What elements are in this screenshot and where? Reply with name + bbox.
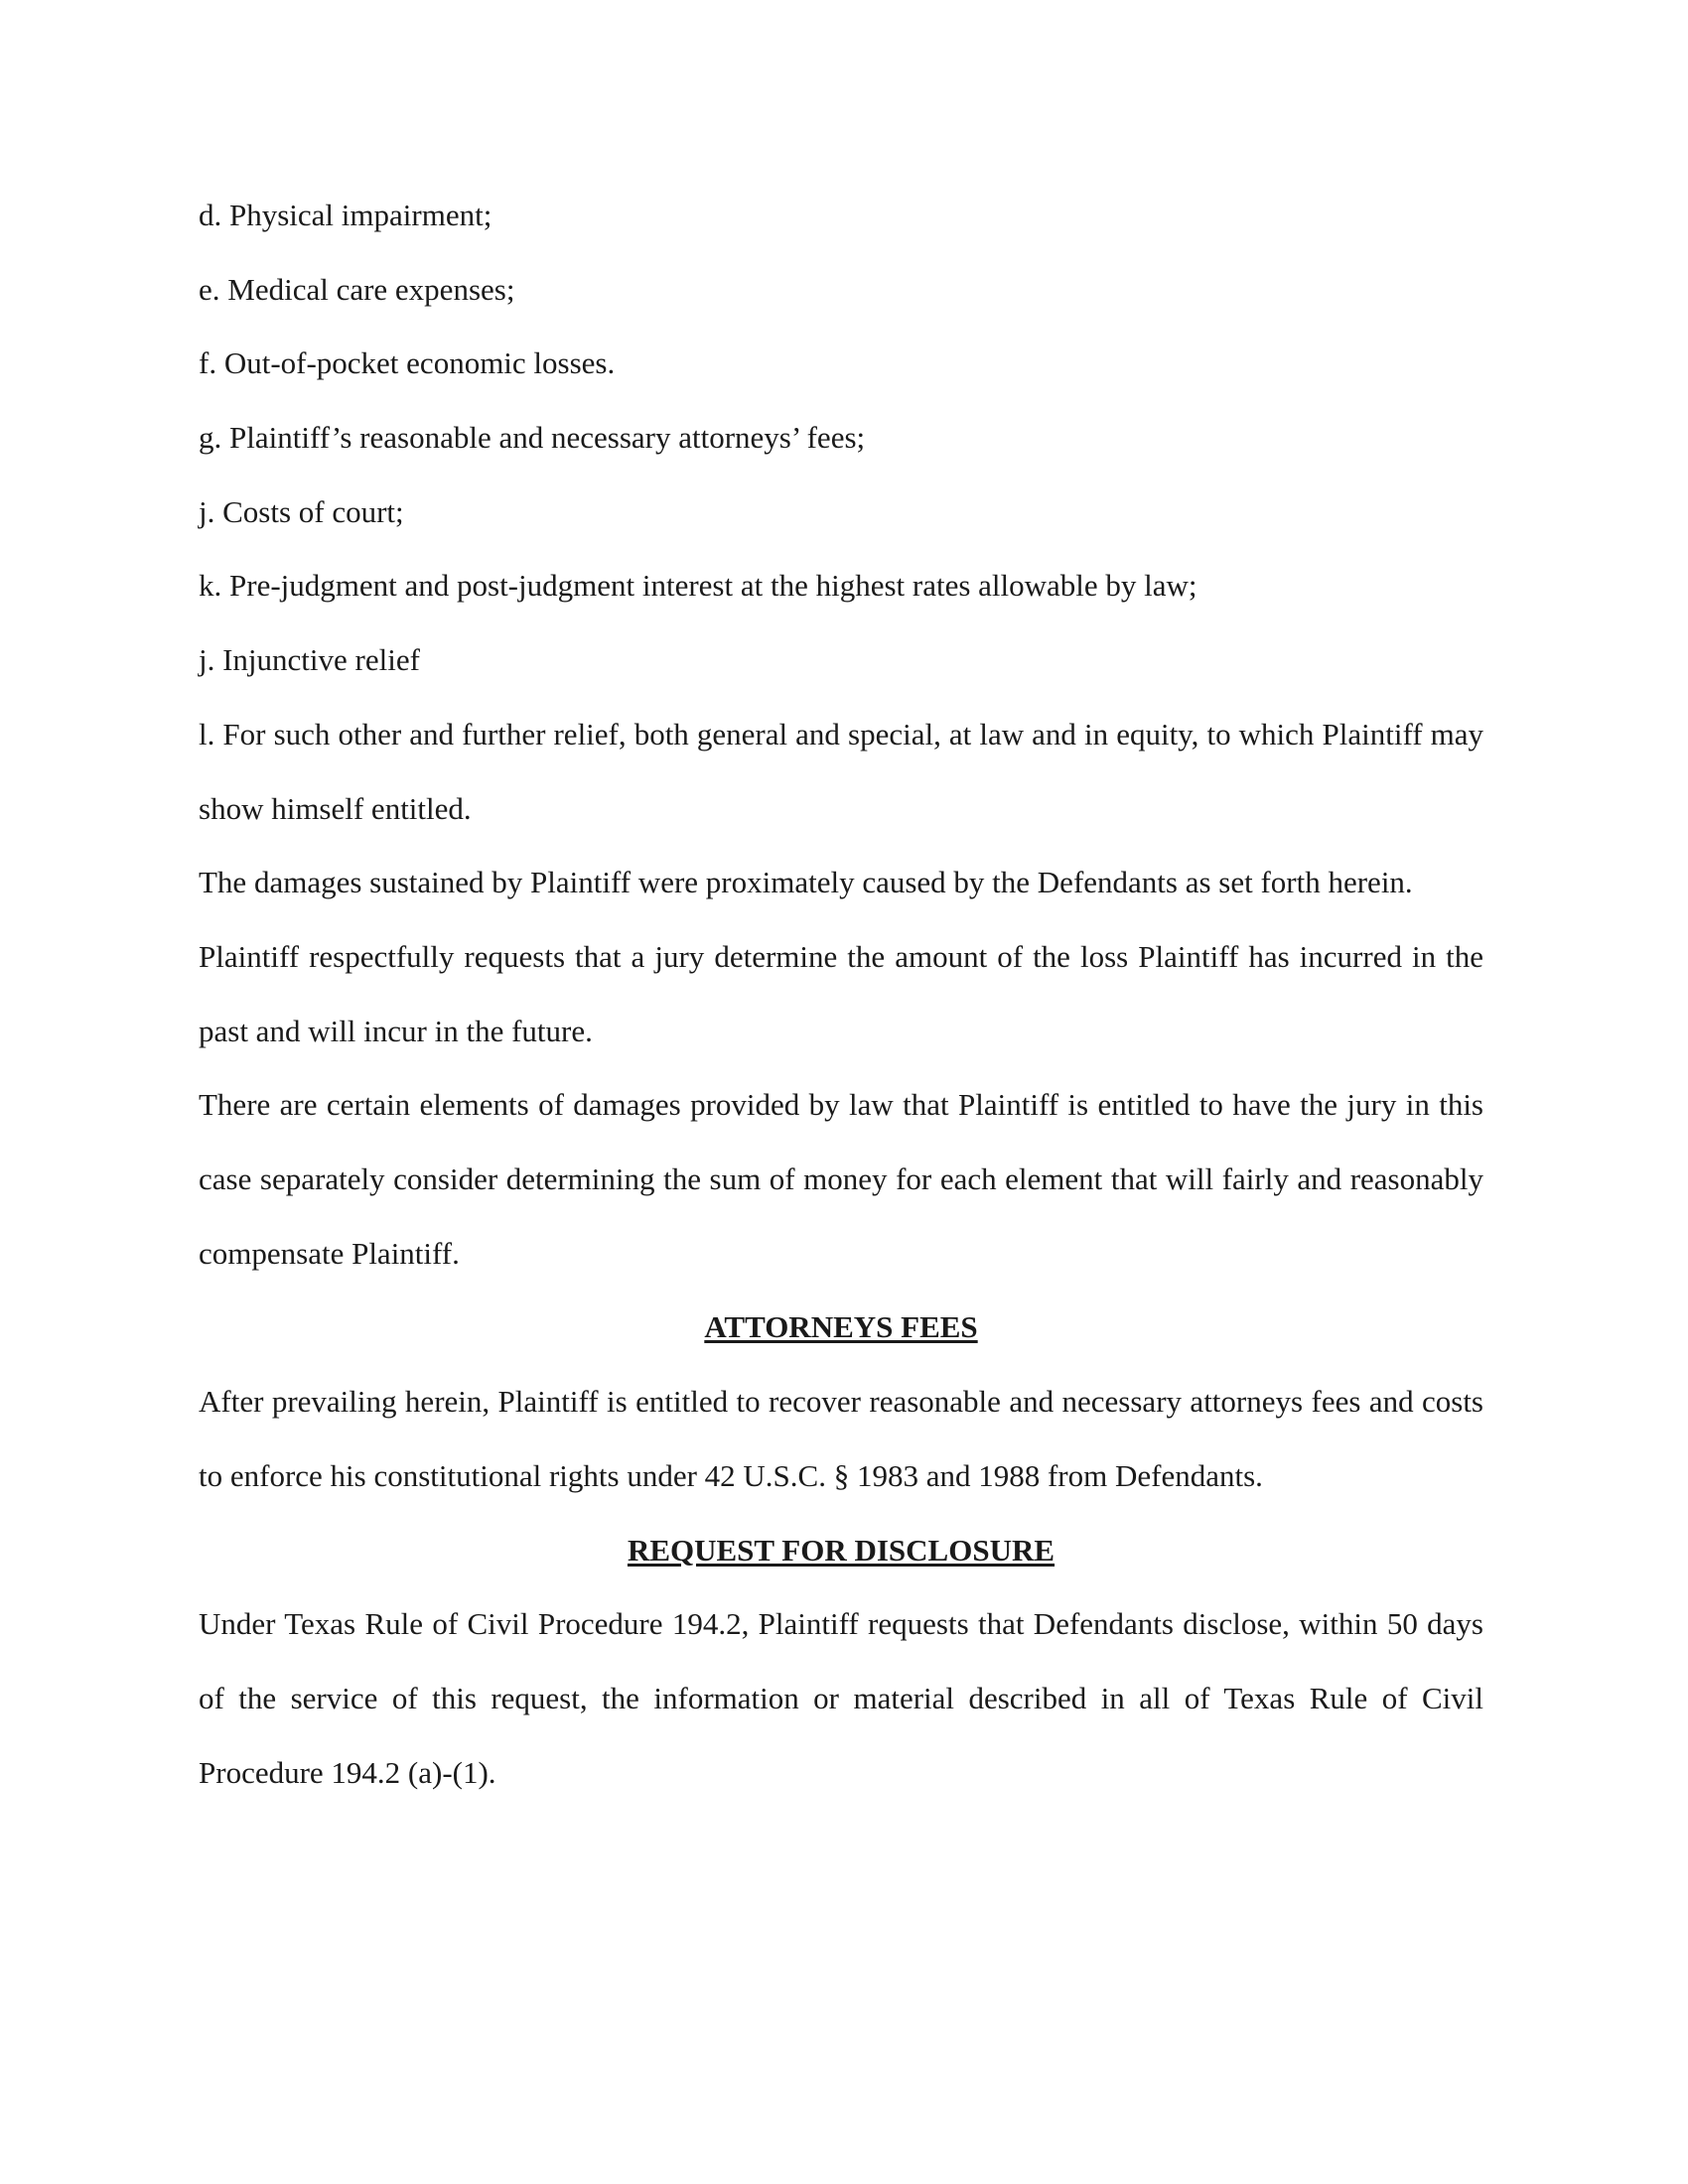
damages-item-d: d. Physical impairment; — [199, 198, 492, 232]
attorneys-fees-paragraph: After prevailing herein, Plaintiff is entitled to recover reasonable and necessary attorneys fees and costs to enforce his constitutional rights under 42 U.S.C. § 1983 and 1988 from Defendants. — [199, 1384, 1483, 1493]
proximate-cause-paragraph: The damages sustained by Plaintiff were proximately caused by the Defendants as set forth herein. — [199, 865, 1413, 900]
document-page — [199, 179, 1483, 1810]
damages-item-j-costs: j. Costs of court; — [199, 493, 404, 529]
damages-elements-paragraph: There are certain elements of damages provided by law that Plaintiff is entitled to have the jury in this case separately consider determining the sum of money for each element that will fairly and reasonably compensate Plaintiff. — [199, 1087, 1483, 1271]
damages-item-e: e. Medical care expenses; — [199, 271, 515, 307]
attorneys-fees-heading: ATTORNEYS FEES — [704, 1309, 978, 1345]
disclosure-heading: REQUEST FOR DISCLOSURE — [627, 1532, 1055, 1568]
disclosure-paragraph: Under Texas Rule of Civil Procedure 194.2, Plaintiff requests that Defendants disclose, within 50 days of the service of this request, the information or material described in all of Texas Rule of Civil Procedure 194.2 (a)-(1). — [199, 1606, 1483, 1790]
damages-item-f: f. Out-of-pocket economic losses. — [199, 345, 616, 381]
damages-item-l: l. For such other and further relief, both general and special, at law and in equity, to which Plaintiff may show himself entitled. — [199, 716, 1483, 826]
jury-request-paragraph: Plaintiff respectfully requests that a jury determine the amount of the loss Plaintiff has incurred in the past and will incur in the future. — [199, 938, 1483, 1048]
damages-item-k: k. Pre-judgment and post-judgment interest at the highest rates allowable by law; — [199, 568, 1197, 604]
damages-item-j-injunctive: j. Injunctive relief — [199, 642, 420, 678]
damages-item-g: g. Plaintiff’s reasonable and necessary attorneys’ fees; — [199, 420, 866, 456]
